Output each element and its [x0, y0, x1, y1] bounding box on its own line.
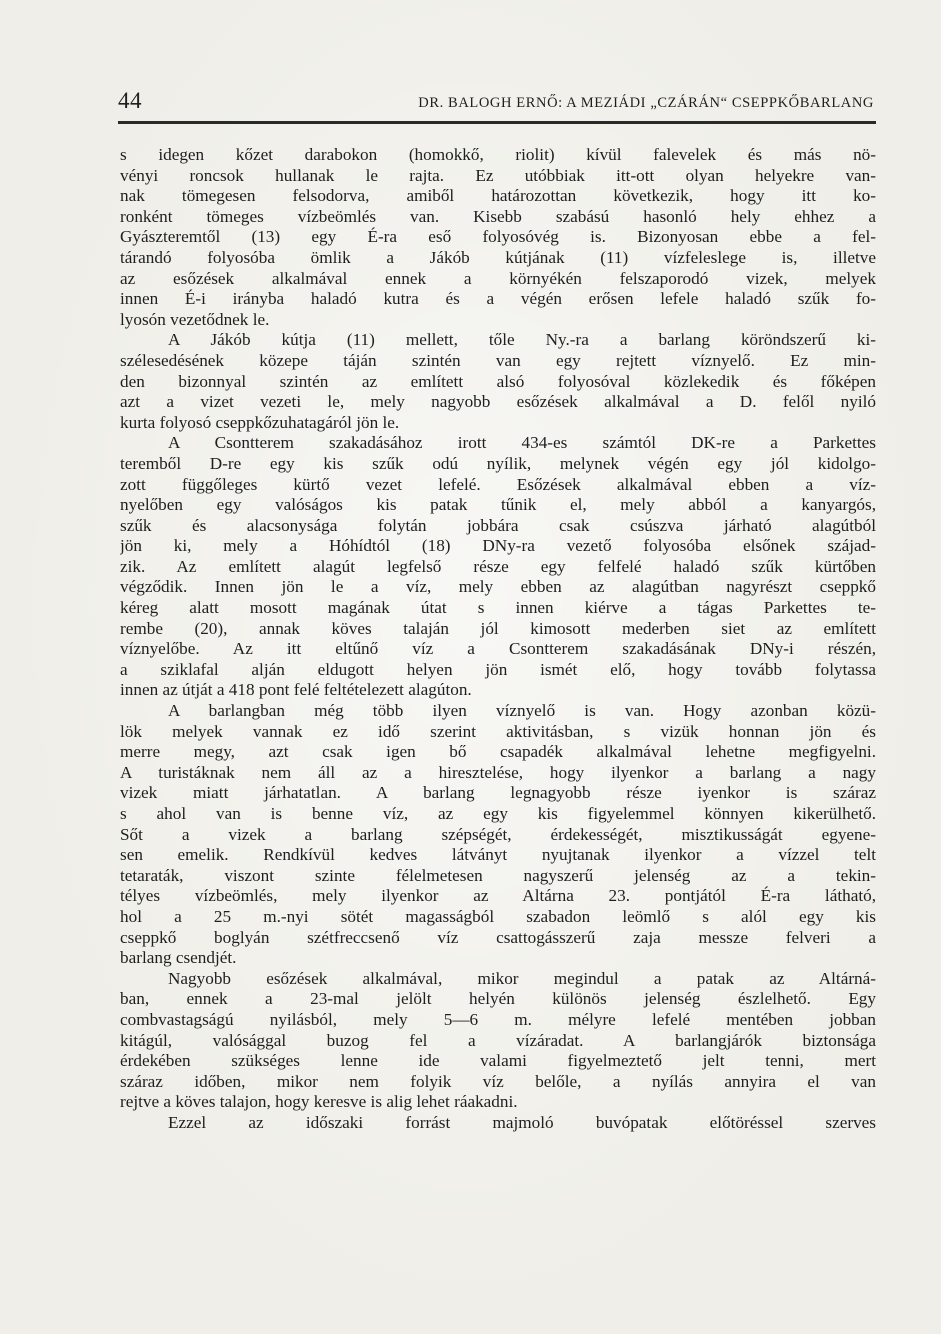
text-line: vizek miatt járhatatlan. A barlang legnagyobb része iyenkor is száraz — [120, 783, 876, 803]
text-line: A Csontterem szakadásához irott 434-es számtól DK-re a Parkettes — [168, 433, 876, 453]
text-line: nyelőben egy valóságos kis patak tűnik el, mely abból a kanyargós, — [120, 495, 876, 515]
text-line: a sziklafal alján eldugott helyen jön ismét elő, hogy tovább folytassa — [120, 659, 876, 679]
text-line: azt a vizet vezeti le, mely nagyobb esőzések alkalmával a D. felől nyiló — [120, 392, 876, 412]
text-line: tárandó folyosóba ömlik a Jákób kútjának (11) vízfeleslege is, illetve — [120, 247, 876, 267]
page-number: 44 — [118, 88, 142, 113]
text-line: sen emelik. Rendkívül kedves látványt nyujtanak ilyenkor a vízzel telt — [120, 845, 876, 865]
text-line: teremből D-re egy kis szűk odú nyílik, melynek végén egy jól kidolgo- — [120, 453, 876, 473]
text-line: Gyászteremtől (13) egy É-ra eső folyosóvég is. Bizonyosan ebbe a fel- — [120, 227, 876, 247]
text-line: rejtve a köves talajon, hogy keresve is alig lehet ráakadni. — [120, 1092, 518, 1112]
text-line: den bizonnyal szintén az említett alsó folyosóval közlekedik és főképen — [120, 371, 876, 391]
text-line: innen az útját a 418 pont felé feltételezett alagúton. — [120, 680, 472, 700]
text-line: zik. Az említett alagút legfelső része egy felfelé haladó szűk kürtőben — [120, 556, 876, 576]
text-line: lök melyek vannak ez idő szerint aktivitásban, s vizük honnan jön és — [120, 721, 876, 741]
text-line: Sőt a vizek a barlang szépségét, érdekességét, misztikusságát egyene- — [120, 824, 876, 844]
text-line: A barlangban még több ilyen víznyelő is van. Hogy azonban közü- — [168, 701, 876, 721]
text-line: száraz időben, mikor nem folyik víz belőle, a nyílás annyira el van — [120, 1071, 876, 1091]
text-line: tetaraták, viszont szinte félelmetesen nagyszerű jelenség az a tekin- — [120, 865, 876, 885]
text-line: ban, ennek a 23-mal jelölt helyén különös jelenség észlelhető. Egy — [120, 989, 876, 1009]
text-line: hol a 25 m.-nyi sötét magasságból szabadon leömlő s alól egy kis — [120, 906, 876, 926]
text-line: cseppkő boglyán szétfreccsenő víz csattogásszerű zaja messze felveri a — [120, 927, 876, 947]
text-line: ronként tömeges vízbeömlés van. Kisebb szabású hasonló hely ehhez a — [120, 206, 876, 226]
text-line: vényi roncsok hullanak le rajta. Ez utóbbiak itt-ott olyan helyekre van- — [120, 165, 876, 185]
text-line: s ahol van is benne víz, az egy kis figyelemmel könnyen kikerülhető. — [120, 804, 876, 823]
text-line: barlang csendjét. — [120, 948, 237, 968]
text-line: A Jákób kútja (11) mellett, tőle Ny.-ra a barlang köröndszerű ki- — [168, 330, 876, 350]
body-text — [120, 145, 876, 1134]
text-line: Nagyobb esőzések alkalmával, mikor megindul a patak az Altárná- — [168, 968, 876, 988]
text-line: kitágúl, valósággal buzog fel a vízáradat. A barlangjárók biztonsága — [120, 1030, 876, 1050]
text-line: télyes vízbeömlés, mely ilyenkor az Altárna 23. pontjától É-ra látható, — [120, 886, 876, 906]
text-line: innen É-i irányba haladó kutra és a végén erősen lefele haladó szűk fo- — [120, 289, 876, 309]
text-line: kéreg alatt mosott magának útat s innen kiérve a tágas Parkettes te- — [120, 598, 876, 618]
text-line: az esőzések alkalmával ennek a környékén felszaporodó vizek, melyek — [120, 268, 876, 288]
text-line: lyosón vezetődnek le. — [120, 309, 270, 329]
text-line: nak tömegesen felsodorva, amiből határozottan következik, hogy itt ko- — [120, 186, 876, 206]
text-line: Ezzel az időszaki forrást majmoló buvópatak előtöréssel szerves — [168, 1112, 876, 1132]
text-line: A turistáknak nem áll az a hiresztelése, hogy ilyenkor a barlang a nagy — [120, 762, 876, 782]
text-line: végződik. Innen jön le a víz, mely ebben az alagútban nagyrészt cseppkő — [120, 577, 876, 597]
text-line: combvastagságú nyilásból, mely 5—6 m. mélyre lefelé mentében jobban — [120, 1009, 876, 1029]
running-head: DR. BALOGH ERNŐ: A MEZIÁDI „CZÁRÁN“ CSEPPKŐBARLANG — [418, 95, 874, 111]
header-rule — [118, 121, 876, 124]
text-line: jön ki, mely a Hóhídtól (18) DNy-ra vezető folyosóba elsőnek szájad- — [120, 536, 876, 556]
page-header — [118, 88, 878, 122]
text-line: kurta folyosó cseppkőzuhatagáról jön le. — [120, 412, 400, 432]
text-line: szélesedésének közepe táján szintén van egy rejtett víznyelő. Ez min- — [120, 350, 876, 370]
text-line: szűk és alacsonysága folytán jobbára csak csúszva járható alagútból — [120, 515, 876, 535]
text-line: zott függőleges kürtő vezet lefelé. Esőzések alkalmával ebben a víz- — [120, 474, 876, 494]
text-line: merre megy, azt csak igen bő csapadék alkalmával lehetne megfigyelni. — [120, 742, 876, 762]
text-line: víznyelőbe. Az itt eltűnő víz a Csontterem szakadásának DNy-i részén, — [120, 639, 876, 659]
text-line: érdekében szükséges lenne ide valami figyelmeztető jelt tenni, mert — [120, 1051, 876, 1071]
text-line: rembe (20), annak köves talaján jól kimosott mederben siet az említett — [120, 618, 876, 638]
text-line: s idegen kőzet darabokon (homokkő, riolit) kívül falevelek és más nö- — [120, 145, 876, 164]
